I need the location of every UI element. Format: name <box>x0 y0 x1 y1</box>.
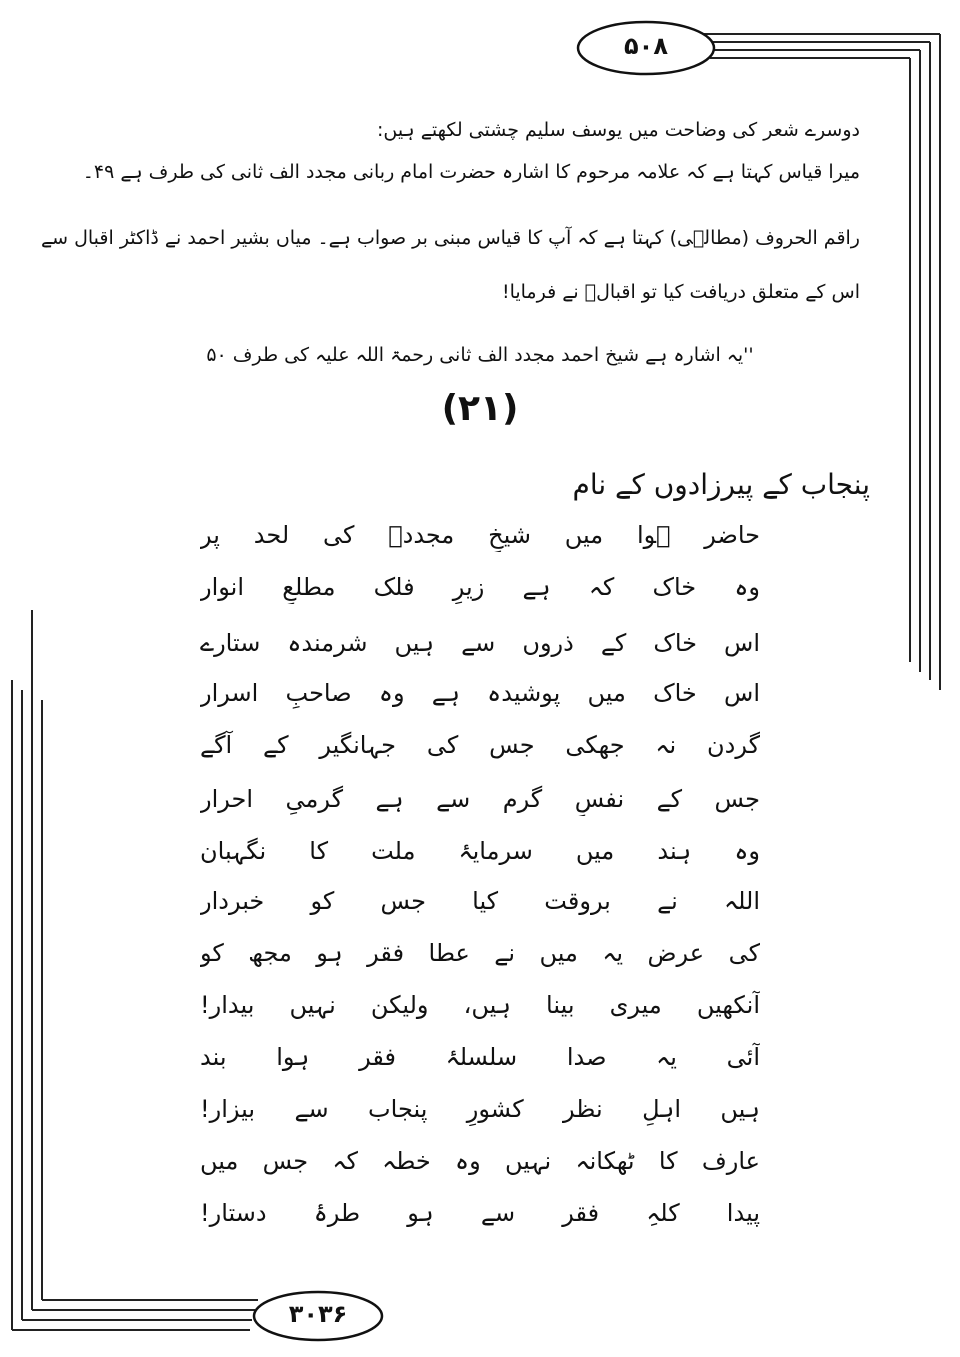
verse-line: پیدا کلہِ فقر سے ہو طرۂ دستار! <box>200 1199 760 1227</box>
prose-line-4: اس کے متعلق دریافت کیا تو اقبالؔ نے فرمایا! <box>501 281 860 303</box>
verse-line: کی عرض یہ میں نے عطا فقر ہو مجھ کو <box>200 939 760 967</box>
verse-line: آئی یہ صدا سلسلۂ فقر ہوا بند <box>200 1043 760 1071</box>
verse-line: اس خاک کے ذروں سے ہیں شرمندہ ستارے <box>200 629 760 657</box>
prose-line-2: میرا قیاس کہتا ہے کہ علامہ مرحوم کا اشارہ حضرت امام ربانی مجدد الف ثانی کی طرف ہے ۴۹۔ <box>82 161 860 183</box>
verse-line: عارف کا ٹھکانہ نہیں وہ خطہ کہ جس میں <box>200 1147 760 1175</box>
footer-page-number: ۳۰۳۶ <box>288 1300 348 1328</box>
verse-line: حاضر ہوا میں شیخِ مجددؒ کی لحد پر <box>200 521 760 549</box>
verse-line: آنکھیں میری بینا ہیں، ولیکن نہیں بیدار! <box>200 991 760 1019</box>
verse-line: ہیں اہلِ نظر کشورِ پنجاب سے بیزار! <box>200 1095 760 1123</box>
prose-line-3: راقم الحروف (مطالؔی) کہتا ہے کہ آپ کا قیاس مبنی بر صواب ہے۔ میاں بشیر احمد نے ڈاکٹر اقبال سے <box>41 227 860 249</box>
verse-line: اللہ نے بروقت کیا جس کو خبردار <box>200 887 760 915</box>
verse-line: وہ ہند میں سرمایۂ ملت کا نگہبان <box>200 837 760 865</box>
verse-line: وہ خاک کہ ہے زیرِ فلک مطلعِ انوار <box>200 573 760 601</box>
verse-line: گردن نہ جھکی جس کی جہانگیر کے آگے <box>200 731 760 759</box>
prose-line-1: دوسرے شعر کی وضاحت میں یوسف سلیم چشتی لکھتے ہیں: <box>376 119 860 141</box>
poem-title: پنجاب کے پیرزادوں کے نام <box>572 468 870 501</box>
section-number-heading: (۲۱) <box>441 388 519 429</box>
quotation: ''یہ اشارہ ہے شیخ احمد مجدد الف ثانی رحمۃ اللہ علیہ کی طرف ۵۰ <box>206 344 754 366</box>
verse-line: اس خاک میں پوشیدہ ہے وہ صاحبِ اسرار <box>200 679 760 707</box>
header-page-number: ۵۰۸ <box>624 32 668 60</box>
verse-line: جس کے نفسِ گرم سے ہے گرمیِ احرار <box>200 785 760 813</box>
